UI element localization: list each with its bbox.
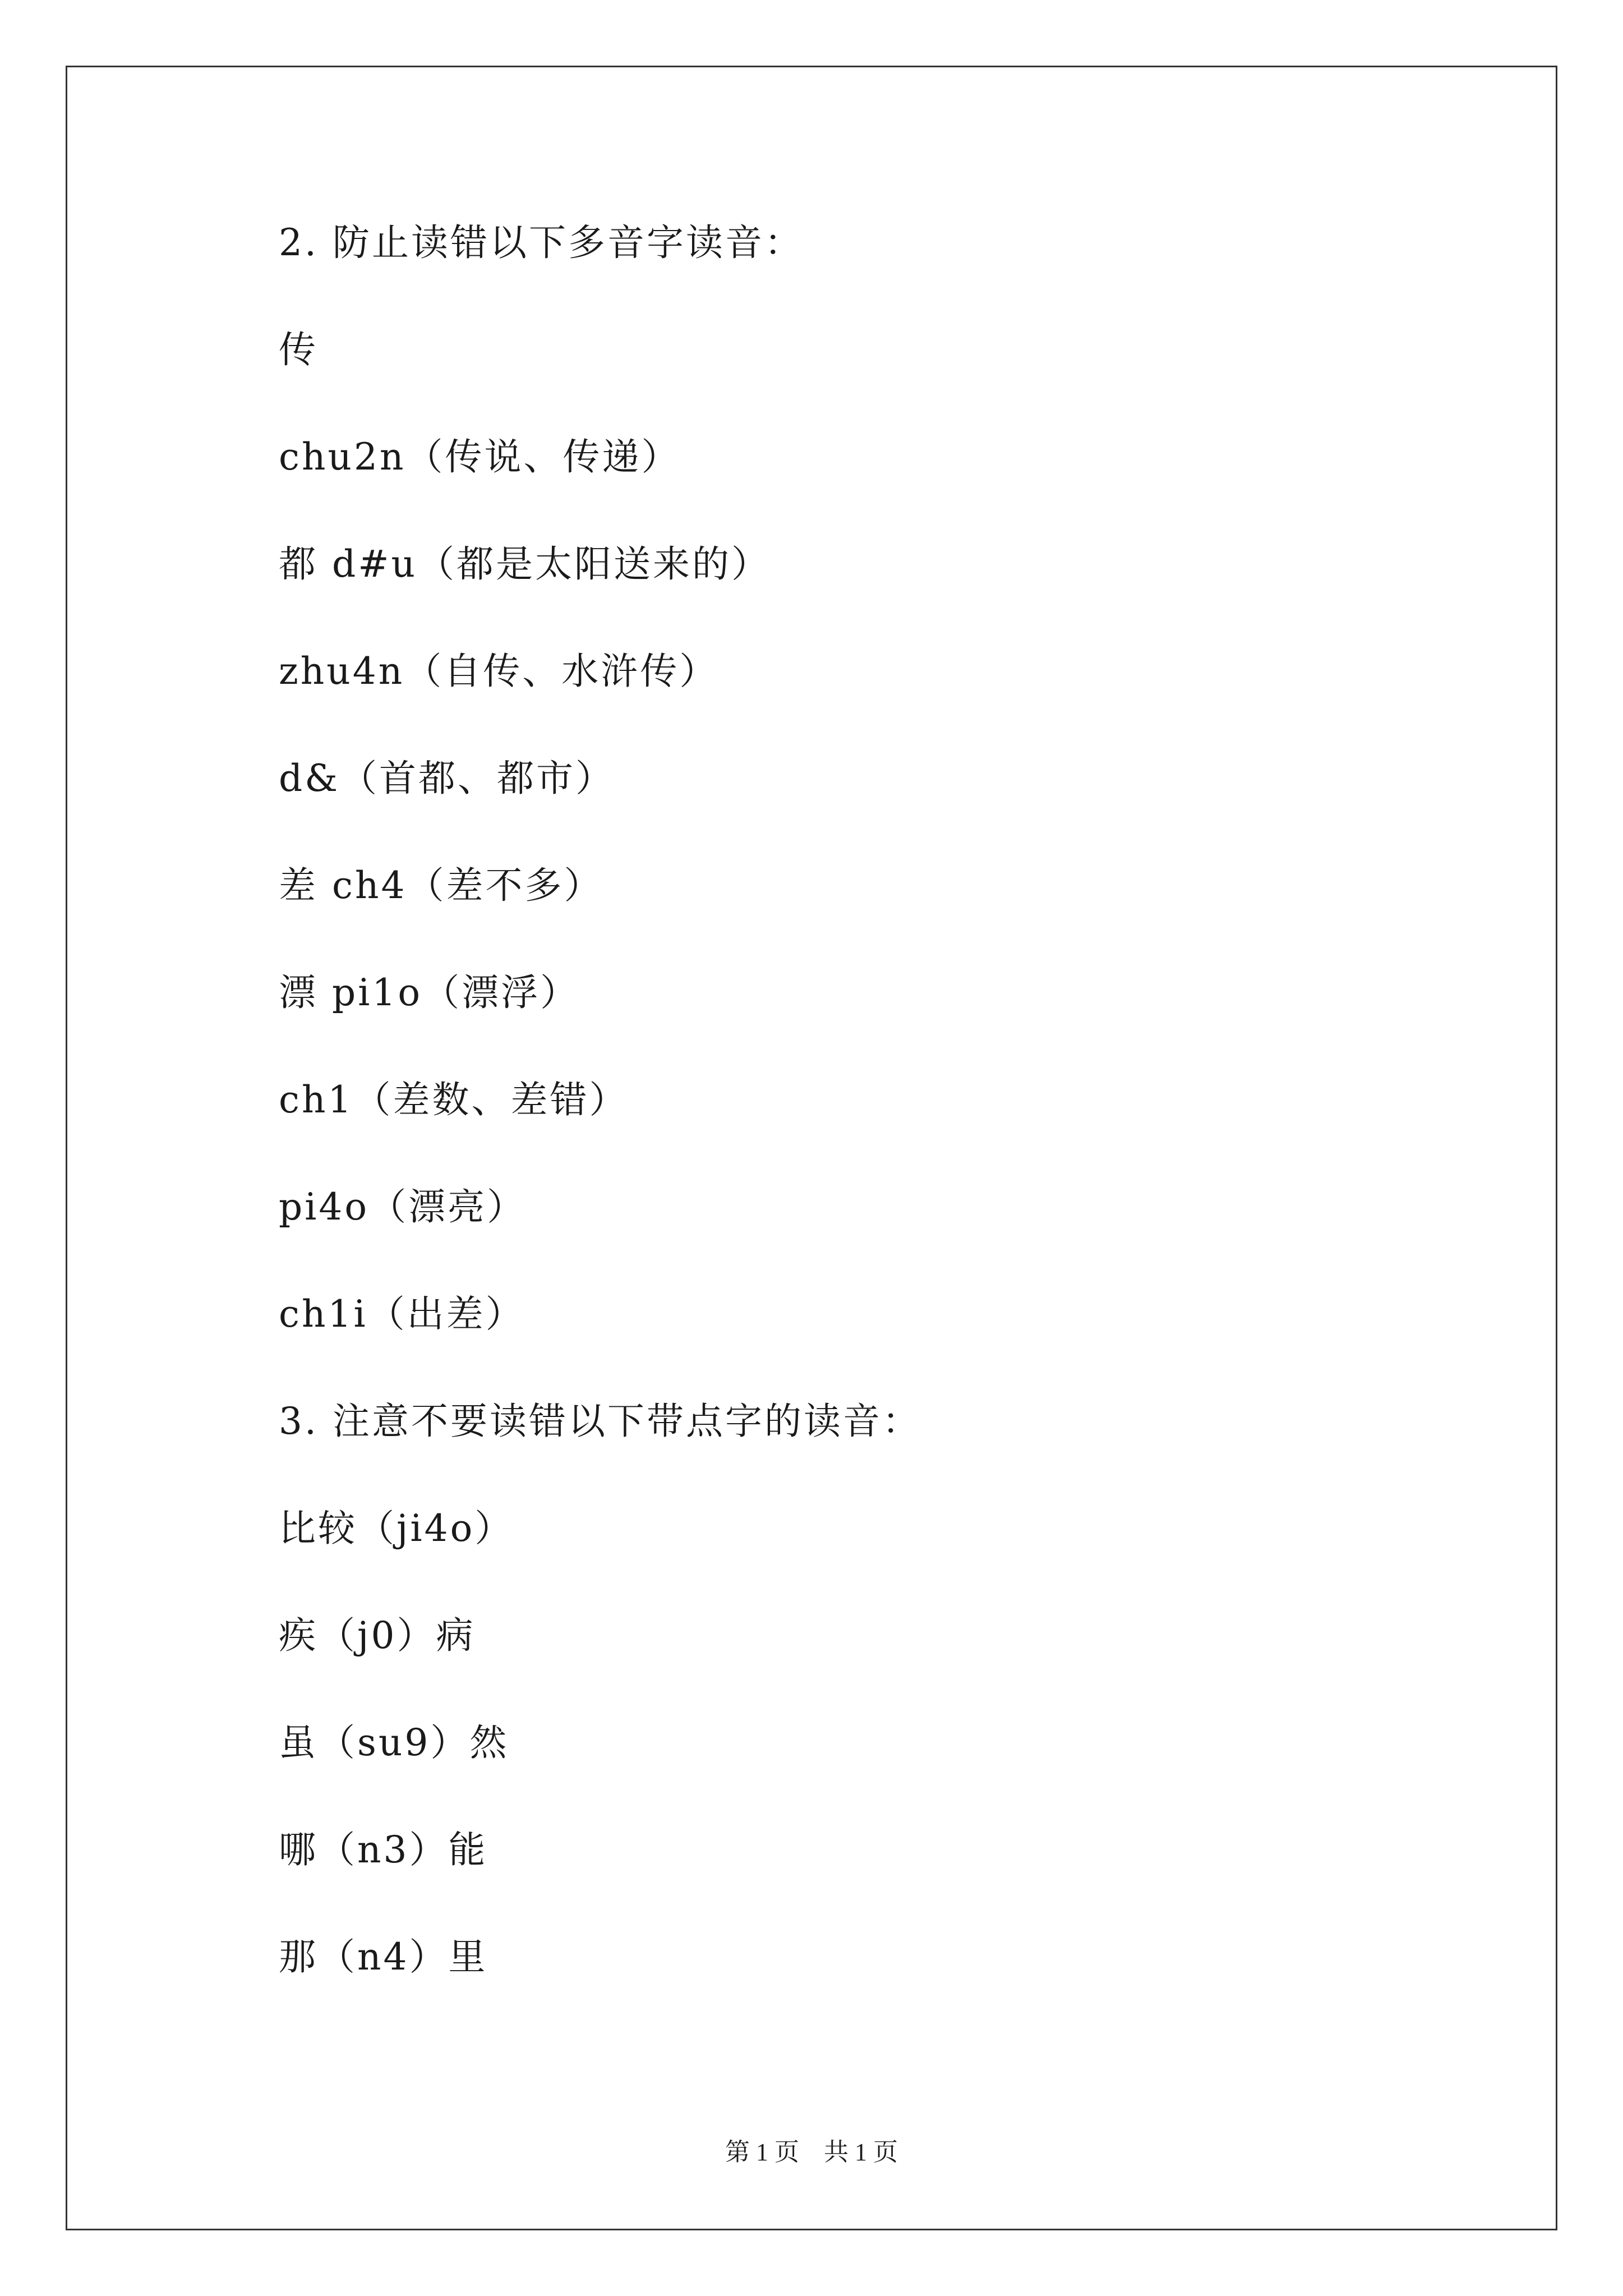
text-line: 虽（su9）然 — [279, 1721, 509, 1764]
page-number-footer: 第 1 页 共 1 页 — [725, 2138, 898, 2166]
text-line: d&（首都、都市） — [279, 757, 615, 800]
text-line: ch1i（出差） — [279, 1292, 525, 1336]
text-line: 都 d#u（都是太阳送来的） — [279, 542, 771, 586]
text-line: 漂 pi1o（漂浮） — [279, 971, 580, 1014]
text-line: pi4o（漂亮） — [279, 1185, 527, 1228]
text-line: 差 ch4（差不多） — [279, 864, 603, 907]
text-line: ch1（差数、差错） — [279, 1078, 629, 1121]
section-heading-dotted-chars: 3. 注意不要读错以下带点字的读音： — [279, 1400, 921, 1443]
text-line: 疾（j0）病 — [279, 1614, 476, 1657]
text-line: 传 — [279, 328, 318, 371]
text-line: 哪（n3）能 — [279, 1828, 488, 1871]
text-line: zhu4n（自传、水浒传） — [279, 650, 719, 693]
text-line: chu2n（传说、传递） — [279, 435, 681, 478]
document-body — [279, 218, 1456, 2039]
section-heading-polyphonic: 2. 防止读错以下多音字读音： — [279, 221, 804, 264]
text-line: 比较（ji4o） — [279, 1507, 514, 1550]
text-line: 那（n4）里 — [279, 1935, 488, 1978]
